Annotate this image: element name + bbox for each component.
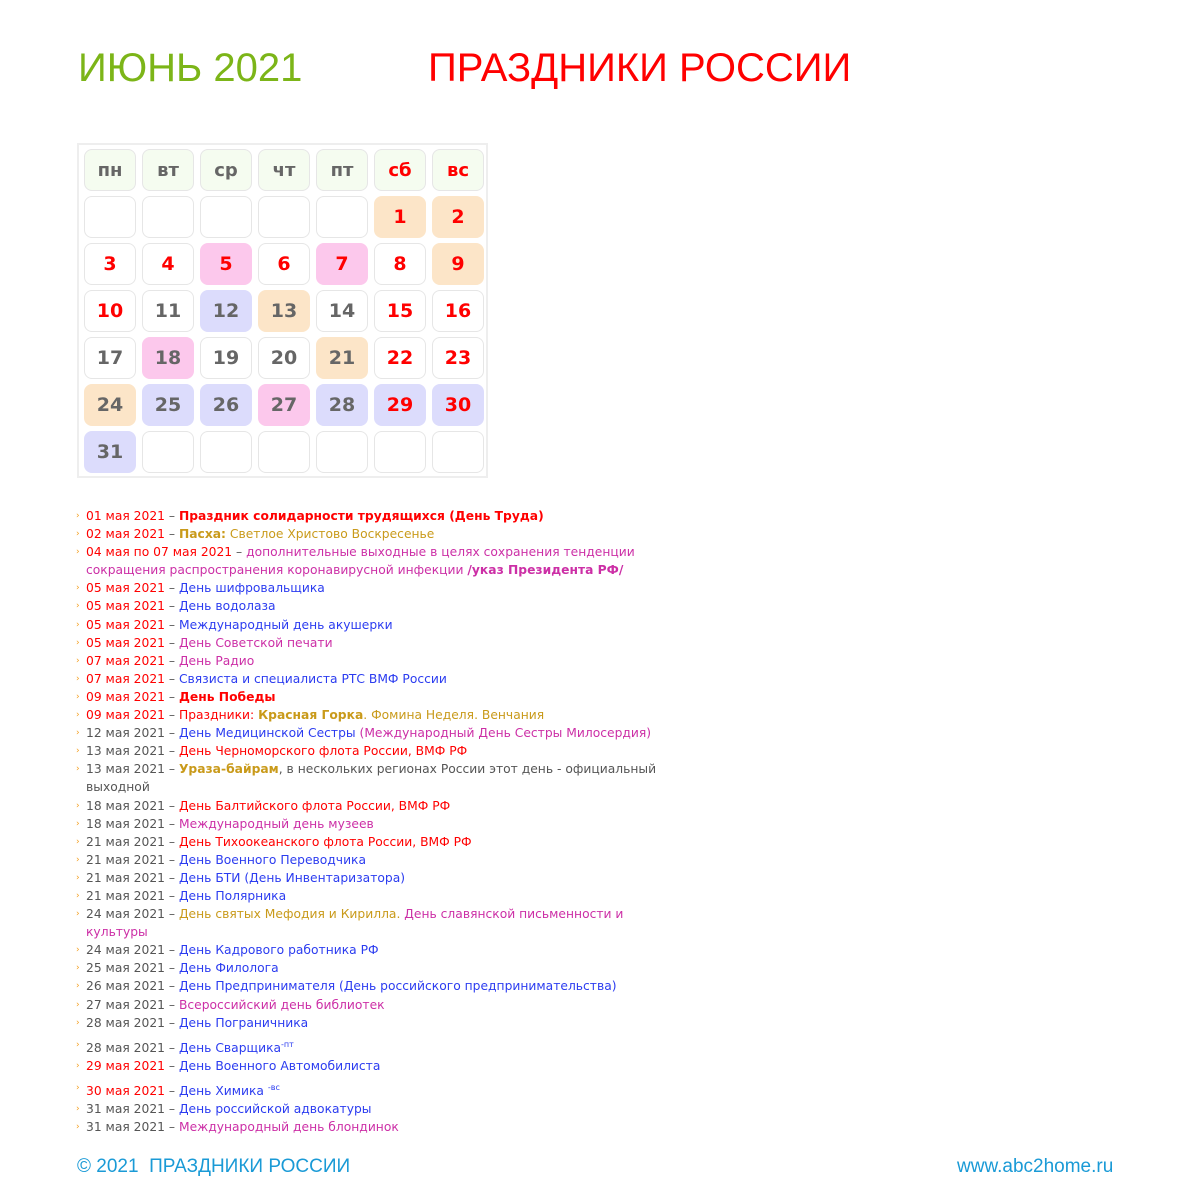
day-cell: 25 [142, 384, 194, 426]
holiday-name: День Полярника [178, 888, 287, 903]
holiday-date: 05 мая 2021 [86, 635, 165, 650]
holiday-date: 09 мая 2021 [86, 708, 165, 723]
holiday-list-item [76, 507, 686, 525]
empty-day-cell [374, 431, 426, 473]
holiday-list-item [76, 833, 686, 851]
separator: – [164, 581, 179, 596]
holiday-list-item [76, 851, 686, 869]
bullet-icon: › [76, 691, 80, 702]
holiday-date: 04 мая по 07 мая 2021 [86, 545, 233, 560]
holiday-name: , в нескольких регионах России этот день - официальный выходной [86, 762, 657, 795]
holiday-name: . Фомина Неделя. Венчания [363, 708, 545, 723]
separator: – [164, 708, 179, 723]
bullet-icon: › [76, 746, 80, 757]
holiday-date: 29 мая 2021 [86, 1058, 165, 1073]
holiday-date: 07 мая 2021 [86, 671, 165, 686]
holiday-name: Красная Горка [258, 708, 364, 723]
holiday-list-item [76, 815, 686, 833]
holiday-name: -пт [281, 1039, 294, 1049]
holiday-list-item [76, 634, 686, 652]
holiday-list-item [76, 742, 686, 760]
bullet-icon: › [76, 1083, 80, 1093]
holiday-list-item [76, 616, 686, 634]
separator: – [164, 527, 179, 542]
day-cell: 15 [374, 290, 426, 332]
holiday-list-item [76, 1036, 686, 1057]
empty-day-cell [142, 431, 194, 473]
holiday-date: 30 мая 2021 [86, 1084, 165, 1099]
holiday-name: Пасха: [178, 527, 226, 542]
holiday-name: День Военного Переводчика [178, 852, 367, 867]
day-cell: 17 [84, 337, 136, 379]
separator: – [164, 635, 179, 650]
footer-copyright: © 2021 ПРАЗДНИКИ РОССИИ [77, 1156, 351, 1177]
separator: – [164, 1015, 179, 1030]
separator: – [164, 1084, 179, 1099]
bullet-icon: › [76, 945, 80, 956]
holiday-list-item [76, 760, 686, 796]
holiday-name: Светлое Христово Воскресенье [225, 527, 435, 542]
holiday-list-item [76, 797, 686, 815]
holiday-date: 21 мая 2021 [86, 888, 165, 903]
holiday-date: 28 мая 2021 [86, 1015, 165, 1030]
holiday-date: 28 мая 2021 [86, 1040, 165, 1055]
holiday-date: 18 мая 2021 [86, 798, 165, 813]
separator: – [164, 599, 179, 614]
separator: – [164, 852, 179, 867]
holiday-list-item [76, 996, 686, 1014]
holiday-name: День Советской печати [178, 635, 333, 650]
bullet-icon: › [76, 854, 80, 865]
empty-day-cell [432, 431, 484, 473]
separator: – [164, 744, 179, 759]
holiday-list-item [76, 579, 686, 597]
holiday-date: 21 мая 2021 [86, 834, 165, 849]
holiday-list-item [76, 869, 686, 887]
day-cell: 31 [84, 431, 136, 473]
separator: – [164, 762, 179, 777]
empty-day-cell [200, 431, 252, 473]
holiday-list-item [76, 543, 686, 579]
bullet-icon: › [76, 872, 80, 883]
holiday-name: День святых Мефодия и Кирилла. [178, 907, 405, 922]
bullet-icon: › [76, 818, 80, 829]
holiday-list-item [76, 959, 686, 977]
holiday-date: 01 мая 2021 [86, 509, 165, 523]
separator: – [164, 653, 179, 668]
bullet-icon: › [76, 1122, 80, 1133]
day-cell: 30 [432, 384, 484, 426]
separator: – [164, 834, 179, 849]
holiday-date: 24 мая 2021 [86, 907, 165, 922]
day-cell: 24 [84, 384, 136, 426]
month-title: ИЮНЬ 2021 [78, 46, 303, 90]
holiday-list [76, 507, 686, 1136]
bullet-icon: › [76, 511, 80, 521]
holiday-list-item [76, 941, 686, 959]
day-cell: 6 [258, 243, 310, 285]
empty-day-cell [142, 196, 194, 238]
holiday-name: День Пограничника [178, 1015, 309, 1030]
holiday-list-item [76, 525, 686, 543]
day-cell: 2 [432, 196, 484, 238]
bullet-icon: › [76, 981, 80, 992]
holiday-name: День Предпринимателя (День российского предпринимательства) [178, 979, 617, 994]
separator: – [164, 617, 179, 632]
holiday-name: День Радио [178, 653, 255, 668]
holiday-name: День Сварщика [178, 1040, 282, 1055]
holiday-name: дополнительные выходные в целях сохранения тенденции сокращения распространения коронавирусной инфекции [86, 545, 635, 578]
holiday-name: День шифровальщика [178, 581, 325, 596]
bullet-icon: › [76, 909, 80, 920]
holiday-date: 26 мая 2021 [86, 979, 165, 994]
separator: – [164, 943, 179, 958]
weekday-header: вт [142, 149, 194, 191]
separator: – [164, 1120, 179, 1135]
weekday-header: ср [200, 149, 252, 191]
day-cell: 27 [258, 384, 310, 426]
holiday-list-item [76, 652, 686, 670]
day-cell: 8 [374, 243, 426, 285]
holiday-name: День Медицинской Сестры [178, 726, 356, 741]
day-cell: 3 [84, 243, 136, 285]
bullet-icon: › [76, 655, 80, 666]
holiday-name: День Кадрового работника РФ [178, 943, 379, 958]
holiday-date: 05 мая 2021 [86, 617, 165, 632]
holiday-list-item [76, 1014, 686, 1032]
weekday-header: пн [84, 149, 136, 191]
day-cell: 22 [374, 337, 426, 379]
day-cell: 28 [316, 384, 368, 426]
day-cell: 26 [200, 384, 252, 426]
day-cell: 13 [258, 290, 310, 332]
bullet-icon: › [76, 1104, 80, 1115]
holiday-list-item [76, 1100, 686, 1118]
holiday-list-item [76, 977, 686, 995]
empty-day-cell [316, 431, 368, 473]
holiday-name: -вс [267, 1083, 280, 1092]
day-cell: 7 [316, 243, 368, 285]
holiday-date: 13 мая 2021 [86, 744, 165, 759]
weekday-header: чт [258, 149, 310, 191]
bullet-icon: › [76, 601, 80, 612]
holiday-name: Праздники: [178, 708, 259, 723]
holiday-name: День Балтийского флота России, ВМФ РФ [178, 798, 451, 813]
empty-day-cell [84, 196, 136, 238]
separator: – [164, 509, 179, 523]
separator: – [164, 997, 179, 1012]
bullet-icon: › [76, 673, 80, 684]
holiday-name: Связиста и специалиста РТС ВМФ России [178, 671, 447, 686]
separator: – [164, 870, 179, 885]
separator: – [164, 888, 179, 903]
holiday-date: 07 мая 2021 [86, 653, 165, 668]
separator: – [164, 816, 179, 831]
bullet-icon: › [76, 999, 80, 1010]
bullet-icon: › [76, 637, 80, 648]
separator: – [164, 689, 179, 704]
holiday-date: 31 мая 2021 [86, 1120, 165, 1135]
day-cell: 16 [432, 290, 484, 332]
holiday-list-item [76, 706, 686, 724]
holiday-name: Международный день акушерки [178, 617, 393, 632]
holiday-name: День Химика [178, 1084, 268, 1099]
day-cell: 19 [200, 337, 252, 379]
bullet-icon: › [76, 1017, 80, 1028]
holiday-name: День водолаза [178, 599, 276, 614]
holiday-name: День Военного Автомобилиста [178, 1058, 381, 1073]
bullet-icon: › [76, 836, 80, 847]
bullet-icon: › [76, 764, 80, 775]
day-cell: 14 [316, 290, 368, 332]
holiday-date: 24 мая 2021 [86, 943, 165, 958]
day-cell: 11 [142, 290, 194, 332]
holiday-date: 21 мая 2021 [86, 870, 165, 885]
holiday-date: 31 мая 2021 [86, 1102, 165, 1117]
bullet-icon: › [76, 583, 80, 594]
separator: – [164, 1040, 179, 1055]
holiday-name: Международный день музеев [178, 816, 374, 831]
holiday-name: День Черноморского флота России, ВМФ РФ [178, 744, 468, 759]
holiday-list-item [76, 1079, 686, 1100]
holiday-date: 09 мая 2021 [86, 689, 165, 704]
holiday-list-item [76, 688, 686, 706]
holiday-list-item [76, 905, 686, 941]
separator: – [232, 545, 247, 560]
day-cell: 1 [374, 196, 426, 238]
page-title: ПРАЗДНИКИ РОССИИ [428, 46, 852, 90]
empty-day-cell [316, 196, 368, 238]
holiday-date: 02 мая 2021 [86, 527, 165, 542]
bullet-icon: › [76, 1060, 80, 1071]
empty-day-cell [258, 196, 310, 238]
day-cell: 4 [142, 243, 194, 285]
empty-day-cell [200, 196, 252, 238]
holiday-list-item [76, 887, 686, 905]
holiday-list-item [76, 670, 686, 688]
holiday-date: 05 мая 2021 [86, 599, 165, 614]
day-cell: 18 [142, 337, 194, 379]
holiday-date: 05 мая 2021 [86, 581, 165, 596]
day-cell: 10 [84, 290, 136, 332]
separator: – [164, 671, 179, 686]
separator: – [164, 1102, 179, 1117]
holiday-name: День Победы [178, 689, 276, 704]
holiday-name: (Международный День Сестры Милосердия) [355, 726, 652, 741]
empty-day-cell [258, 431, 310, 473]
day-cell: 12 [200, 290, 252, 332]
holiday-name: День российской адвокатуры [178, 1102, 372, 1117]
separator: – [164, 979, 179, 994]
bullet-icon: › [76, 529, 80, 540]
day-cell: 20 [258, 337, 310, 379]
day-cell: 21 [316, 337, 368, 379]
bullet-icon: › [76, 1039, 80, 1050]
bullet-icon: › [76, 728, 80, 739]
holiday-list-item [76, 1057, 686, 1075]
calendar-grid [77, 143, 488, 478]
holiday-date: 27 мая 2021 [86, 997, 165, 1012]
day-cell: 23 [432, 337, 484, 379]
holiday-list-item [76, 1118, 686, 1136]
separator: – [164, 798, 179, 813]
holiday-date: 21 мая 2021 [86, 852, 165, 867]
day-cell: 29 [374, 384, 426, 426]
holiday-name: День Тихоокеанского флота России, ВМФ РФ [178, 834, 472, 849]
holiday-date: 13 мая 2021 [86, 762, 165, 777]
holiday-name: День БТИ (День Инвентаризатора) [178, 870, 406, 885]
holiday-name: Ураза-байрам [178, 762, 279, 777]
holiday-list-item [76, 597, 686, 615]
separator: – [164, 907, 179, 922]
weekday-header: пт [316, 149, 368, 191]
separator: – [164, 1058, 179, 1073]
holiday-date: 25 мая 2021 [86, 961, 165, 976]
holiday-date: 18 мая 2021 [86, 816, 165, 831]
holiday-name: Международный день блондинок [178, 1120, 399, 1135]
bullet-icon: › [76, 547, 80, 558]
footer-site-link[interactable]: www.abc2home.ru [957, 1156, 1114, 1177]
holiday-name: День Филолога [178, 961, 279, 976]
bullet-icon: › [76, 710, 80, 721]
holiday-name: День славянской письменности и культуры [86, 907, 624, 940]
holiday-name: Праздник солидарности трудящихся (День Труда) [178, 509, 544, 523]
weekday-header: вс [432, 149, 484, 191]
holiday-list-item [76, 724, 686, 742]
day-cell: 9 [432, 243, 484, 285]
bullet-icon: › [76, 800, 80, 811]
bullet-icon: › [76, 963, 80, 974]
weekday-header: сб [374, 149, 426, 191]
bullet-icon: › [76, 619, 80, 630]
holiday-name: Всероссийский день библиотек [178, 997, 385, 1012]
day-cell: 5 [200, 243, 252, 285]
bullet-icon: › [76, 890, 80, 901]
separator: – [164, 961, 179, 976]
holiday-date: 12 мая 2021 [86, 726, 165, 741]
holiday-name: /указ Президента РФ/ [467, 563, 624, 578]
separator: – [164, 726, 179, 741]
